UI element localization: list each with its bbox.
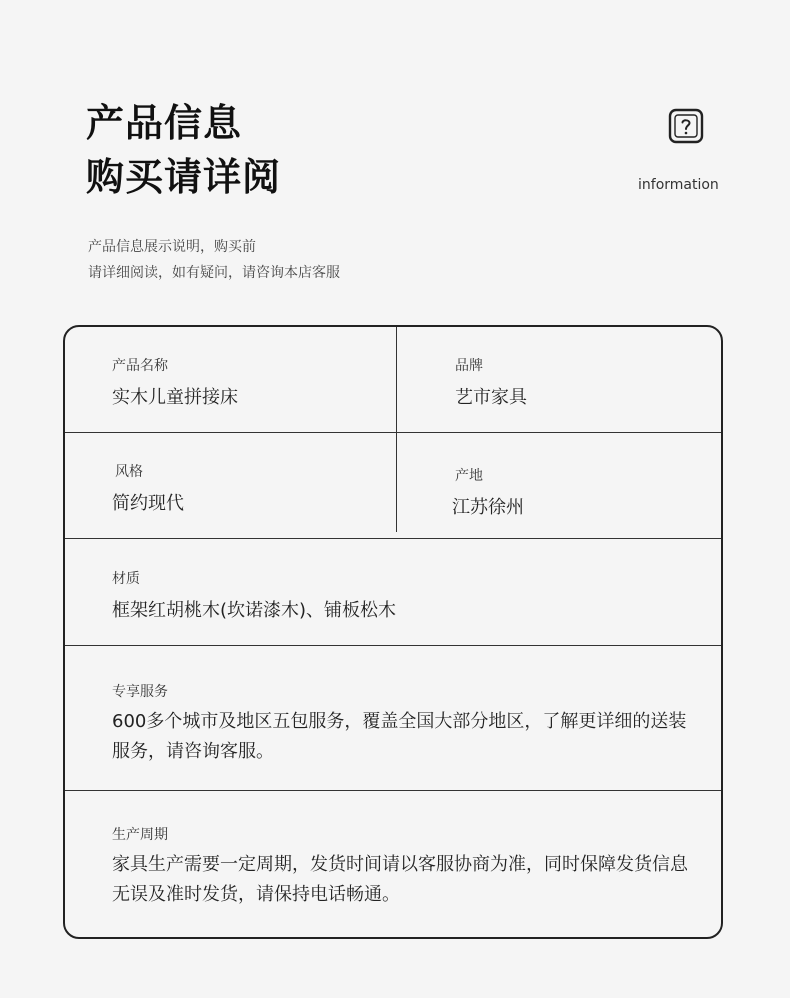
column-divider bbox=[396, 327, 397, 532]
style-label: 风格 bbox=[115, 464, 143, 480]
divider bbox=[65, 645, 721, 646]
divider bbox=[65, 432, 721, 433]
cycle-value: 家具生产需要一定周期，发货时间请以客服协商为准，同时保障发货信息无误及准时发货，请保持电话畅通。 bbox=[112, 854, 688, 905]
cell-style bbox=[112, 461, 184, 515]
brand-label: 品牌 bbox=[455, 358, 483, 374]
material-value: 框架红胡桃木(坎诺漆木)、铺板松木 bbox=[112, 600, 397, 621]
title-line-1: 产品信息 bbox=[86, 101, 243, 145]
divider bbox=[65, 790, 721, 791]
question-icon bbox=[668, 108, 704, 144]
cell-service bbox=[112, 681, 692, 767]
service-label: 专享服务 bbox=[112, 684, 168, 700]
cell-production-cycle bbox=[112, 824, 692, 910]
origin-label: 产地 bbox=[455, 468, 483, 484]
product-name-value: 实木儿童拼接床 bbox=[112, 387, 238, 408]
cell-product-name bbox=[112, 355, 238, 409]
product-info-table bbox=[63, 325, 723, 939]
page-title bbox=[86, 96, 281, 204]
cell-origin bbox=[452, 465, 524, 519]
product-name-label: 产品名称 bbox=[112, 358, 168, 374]
subtitle-line-2: 请详细阅读，如有疑问，请咨询本店客服 bbox=[88, 265, 340, 281]
cycle-label: 生产周期 bbox=[112, 827, 168, 843]
divider bbox=[65, 538, 721, 539]
style-value: 简约现代 bbox=[112, 493, 184, 514]
cell-material bbox=[112, 568, 396, 622]
origin-value: 江苏徐州 bbox=[452, 497, 524, 518]
service-value: 600多个城市及地区五包服务，覆盖全国大部分地区，了解更详细的送装服务，请咨询客服。 bbox=[112, 711, 687, 762]
brand-value: 艺市家具 bbox=[455, 387, 527, 408]
info-label: information bbox=[638, 177, 719, 193]
subtitle bbox=[88, 234, 340, 286]
cell-brand bbox=[455, 355, 527, 409]
material-label: 材质 bbox=[112, 571, 140, 587]
subtitle-line-1: 产品信息展示说明，购买前 bbox=[88, 239, 256, 255]
title-line-2: 购买请详阅 bbox=[86, 155, 282, 199]
